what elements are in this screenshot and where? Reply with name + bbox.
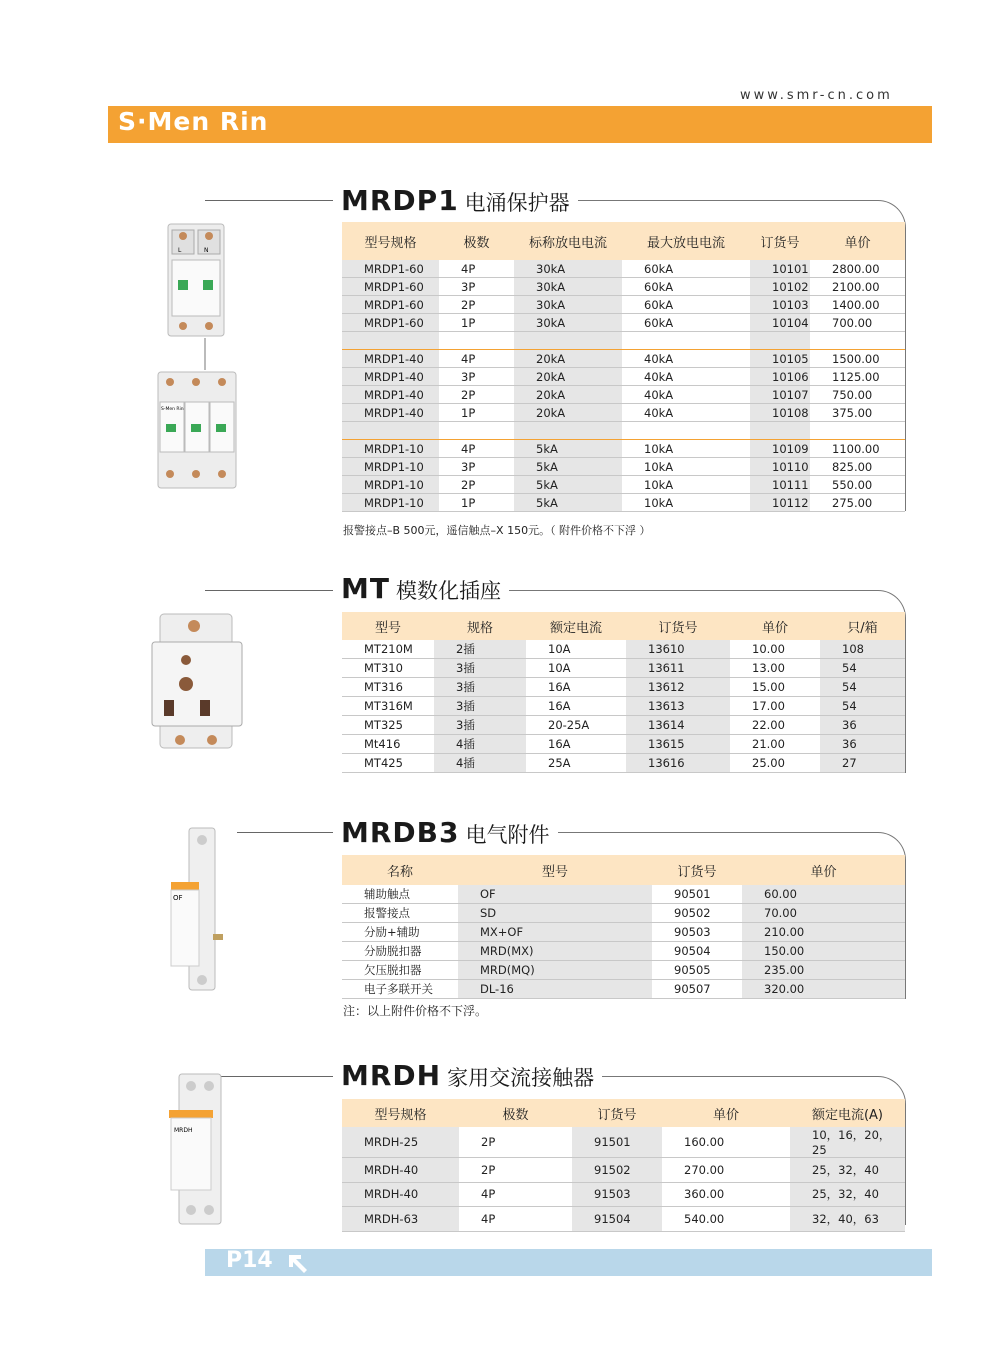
- device-label: OF: [173, 894, 183, 902]
- table-cell: 1500.00: [810, 350, 905, 368]
- table-cell: 10109: [750, 440, 810, 458]
- column-header: 单价: [810, 222, 905, 260]
- mrdb3-title: 电气附件: [465, 823, 550, 847]
- table-cell: 30kA: [514, 260, 622, 278]
- column-header: 极数: [459, 1099, 572, 1127]
- device-brand-label: S-Men Rin: [161, 407, 184, 412]
- column-header: 订货号: [626, 612, 730, 640]
- table-cell: MT210M: [342, 640, 434, 659]
- table-cell: 91503: [572, 1182, 662, 1207]
- table-cell: MRDP1-60: [342, 278, 439, 296]
- table-cell: 30kA: [514, 296, 622, 314]
- table-cell: 10106: [750, 368, 810, 386]
- table-row: [342, 440, 905, 458]
- table-cell: 90502: [652, 904, 742, 923]
- table-cell: MRDP1-10: [342, 494, 439, 512]
- table-cell: 235.00: [742, 961, 905, 980]
- table-cell: MRDH-40: [342, 1182, 459, 1207]
- table-row: [342, 942, 905, 961]
- page-number: [226, 1248, 273, 1273]
- table-row: [342, 659, 905, 678]
- column-header: 最大放电电流: [622, 222, 750, 260]
- table-cell: 25，32，40: [790, 1182, 905, 1207]
- table-cell: 90505: [652, 961, 742, 980]
- mt-table: [342, 612, 905, 773]
- table-cell: 分励脱扣器: [342, 942, 458, 961]
- table-cell: 25A: [526, 754, 626, 773]
- table-cell: 16A: [526, 697, 626, 716]
- column-header: 单价: [662, 1099, 790, 1127]
- table-cell: 10112: [750, 494, 810, 512]
- mrdp1-code: MRDP1: [341, 184, 459, 217]
- table-cell: MRDP1-10: [342, 440, 439, 458]
- table-cell: Mt416: [342, 735, 434, 754]
- mrdp1-section-title: [333, 184, 578, 217]
- table-cell: 90504: [652, 942, 742, 961]
- table-cell: 10kA: [622, 440, 750, 458]
- table-cell: 5kA: [514, 476, 622, 494]
- table-cell: 13610: [626, 640, 730, 659]
- table-row: [342, 904, 905, 923]
- table-cell: 4P: [459, 1207, 572, 1232]
- table-cell: 40kA: [622, 350, 750, 368]
- table-cell: 20kA: [514, 386, 622, 404]
- table-cell: 1P: [439, 404, 514, 422]
- table-cell: MRDP1-10: [342, 458, 439, 476]
- table-cell: 10101: [750, 260, 810, 278]
- table-cell: 20-25A: [526, 716, 626, 735]
- table-cell: 4P: [459, 1182, 572, 1207]
- table-cell: 3P: [439, 458, 514, 476]
- table-cell: 辅助触点: [342, 885, 458, 904]
- table-cell: 320.00: [742, 980, 905, 999]
- table-cell: 13616: [626, 754, 730, 773]
- table-row: [342, 697, 905, 716]
- table-row: [342, 1127, 905, 1158]
- table-cell: 13613: [626, 697, 730, 716]
- table-cell: 40kA: [622, 386, 750, 404]
- page-number-bar: [205, 1249, 932, 1276]
- column-header: 只/箱: [820, 612, 905, 640]
- column-header: 极数: [439, 222, 514, 260]
- table-cell: MT310: [342, 659, 434, 678]
- table-cell: 36: [820, 716, 905, 735]
- table-cell: 2插: [434, 640, 526, 659]
- table-cell: DL-16: [458, 980, 652, 999]
- table-cell: 70.00: [742, 904, 905, 923]
- table-cell: 10A: [526, 659, 626, 678]
- table-cell: 90507: [652, 980, 742, 999]
- table-cell: 20kA: [514, 404, 622, 422]
- column-header: 单价: [730, 612, 820, 640]
- table-cell: 20kA: [514, 350, 622, 368]
- table-row: [342, 980, 905, 999]
- table-cell: MRDP1-60: [342, 314, 439, 332]
- table-cell: 13611: [626, 659, 730, 678]
- table-cell: 3P: [439, 368, 514, 386]
- table-cell: 10111: [750, 476, 810, 494]
- mrdh-code: MRDH: [341, 1059, 442, 1092]
- table-cell: SD: [458, 904, 652, 923]
- table-cell: MRDP1-40: [342, 350, 439, 368]
- column-header: 型号: [342, 612, 434, 640]
- table-cell: 5kA: [514, 494, 622, 512]
- device-terminal-label: L: [178, 247, 182, 254]
- table-cell: 36: [820, 735, 905, 754]
- table-cell: 160.00: [662, 1127, 790, 1158]
- table-cell: 16A: [526, 678, 626, 697]
- column-header: 标称放电电流: [514, 222, 622, 260]
- table-cell: 电子多联开关: [342, 980, 458, 999]
- table-row: [342, 1158, 905, 1183]
- table-cell: 90501: [652, 885, 742, 904]
- mrdb3-table: [342, 855, 905, 999]
- table-cell: 欠压脱扣器: [342, 961, 458, 980]
- table-cell: MRD(MX): [458, 942, 652, 961]
- column-header: 额定电流(A): [790, 1099, 905, 1127]
- mrdb3-note: 注：以上附件价格不下浮。: [343, 1004, 488, 1018]
- table-cell: 3插: [434, 659, 526, 678]
- table-cell: MRDP1-60: [342, 260, 439, 278]
- table-cell: 4P: [439, 440, 514, 458]
- table-cell: 1P: [439, 494, 514, 512]
- mrdp1-table: [342, 222, 905, 512]
- column-header: 额定电流: [526, 612, 626, 640]
- column-header: 规格: [434, 612, 526, 640]
- website-url: www.smr-cn.com: [740, 88, 893, 103]
- table-row: [342, 404, 905, 422]
- mrdp1-product-image: [150, 220, 250, 495]
- table-spacer-row: [342, 422, 905, 440]
- table-cell: 91504: [572, 1207, 662, 1232]
- table-cell: 10A: [526, 640, 626, 659]
- table-cell: MRDP1-40: [342, 404, 439, 422]
- table-cell: 27: [820, 754, 905, 773]
- column-header: 订货号: [572, 1099, 662, 1127]
- table-cell: 4P: [439, 260, 514, 278]
- column-header: 型号规格: [342, 222, 439, 260]
- page-number-text: P14: [226, 1248, 273, 1273]
- table-cell: MRDP1-10: [342, 476, 439, 494]
- table-cell: 60kA: [622, 278, 750, 296]
- table-cell: 13614: [626, 716, 730, 735]
- column-header: 名称: [342, 855, 458, 885]
- table-cell: MT316: [342, 678, 434, 697]
- table-row: [342, 961, 905, 980]
- table-cell: 750.00: [810, 386, 905, 404]
- table-row: [342, 885, 905, 904]
- table-cell: 10kA: [622, 476, 750, 494]
- table-cell: 10102: [750, 278, 810, 296]
- mrdp1-device-3p: [158, 372, 236, 488]
- table-cell: 60kA: [622, 296, 750, 314]
- device-terminal-label: N: [204, 247, 209, 254]
- table-cell: 30kA: [514, 278, 622, 296]
- table-row: [342, 1207, 905, 1232]
- mrdb3-product-image: [165, 826, 235, 996]
- column-header: 订货号: [750, 222, 810, 260]
- table-cell: OF: [458, 885, 652, 904]
- table-row: [342, 314, 905, 332]
- table-cell: 10，16，20，25: [790, 1127, 905, 1158]
- table-row: [342, 754, 905, 773]
- mt-title: 模数化插座: [395, 579, 501, 603]
- table-cell: MRDP1-60: [342, 296, 439, 314]
- table-cell: 3P: [439, 278, 514, 296]
- mrdb3-code: MRDB3: [341, 816, 460, 849]
- table-cell: 91501: [572, 1127, 662, 1158]
- table-cell: 700.00: [810, 314, 905, 332]
- table-cell: 2P: [439, 296, 514, 314]
- table-cell: 360.00: [662, 1182, 790, 1207]
- table-cell: MRDP1-40: [342, 386, 439, 404]
- mrdh-section-title: [333, 1059, 602, 1092]
- table-cell: 10kA: [622, 458, 750, 476]
- table-cell: 90503: [652, 923, 742, 942]
- table-cell: 2P: [459, 1158, 572, 1183]
- table-cell: 275.00: [810, 494, 905, 512]
- table-row: [342, 278, 905, 296]
- table-cell: 5kA: [514, 458, 622, 476]
- table-cell: 5kA: [514, 440, 622, 458]
- table-cell: MRDH-63: [342, 1207, 459, 1232]
- table-cell: 10kA: [622, 494, 750, 512]
- table-row: [342, 386, 905, 404]
- mt-product-image: [150, 612, 245, 752]
- table-cell: 60.00: [742, 885, 905, 904]
- table-cell: 108: [820, 640, 905, 659]
- table-cell: 13.00: [730, 659, 820, 678]
- table-row: [342, 458, 905, 476]
- table-cell: 10110: [750, 458, 810, 476]
- table-row: [342, 494, 905, 512]
- column-header: 单价: [742, 855, 905, 885]
- device-label: MRDH: [174, 1127, 193, 1134]
- table-cell: 60kA: [622, 260, 750, 278]
- column-header: 型号: [458, 855, 652, 885]
- table-cell: 2P: [459, 1127, 572, 1158]
- table-cell: 10107: [750, 386, 810, 404]
- mrdp1-title: 电涌保护器: [464, 191, 570, 215]
- table-cell: 3插: [434, 678, 526, 697]
- table-cell: MX+OF: [458, 923, 652, 942]
- mrdh-table: [342, 1099, 905, 1232]
- mt-code: MT: [341, 572, 390, 605]
- table-cell: MRDP1-40: [342, 368, 439, 386]
- table-cell: 22.00: [730, 716, 820, 735]
- table-cell: MT316M: [342, 697, 434, 716]
- table-cell: 54: [820, 659, 905, 678]
- table-cell: 30kA: [514, 314, 622, 332]
- table-row: [342, 923, 905, 942]
- table-cell: 550.00: [810, 476, 905, 494]
- table-cell: 2P: [439, 476, 514, 494]
- table-cell: 60kA: [622, 314, 750, 332]
- table-spacer-row: [342, 332, 905, 350]
- table-cell: 54: [820, 678, 905, 697]
- table-cell: MT325: [342, 716, 434, 735]
- table-row: [342, 678, 905, 697]
- table-cell: 4插: [434, 754, 526, 773]
- table-cell: 13615: [626, 735, 730, 754]
- table-cell: 40kA: [622, 404, 750, 422]
- table-cell: 2P: [439, 386, 514, 404]
- table-cell: 13612: [626, 678, 730, 697]
- column-header: 型号规格: [342, 1099, 459, 1127]
- table-cell: 10104: [750, 314, 810, 332]
- table-cell: 3插: [434, 716, 526, 735]
- table-cell: 分励+辅助: [342, 923, 458, 942]
- table-cell: 10105: [750, 350, 810, 368]
- table-row: [342, 716, 905, 735]
- mrdh-product-image: [165, 1070, 235, 1228]
- table-cell: 21.00: [730, 735, 820, 754]
- table-cell: 540.00: [662, 1207, 790, 1232]
- table-cell: 91502: [572, 1158, 662, 1183]
- table-cell: 10.00: [730, 640, 820, 659]
- table-cell: 10108: [750, 404, 810, 422]
- column-header: 订货号: [652, 855, 742, 885]
- table-cell: 25.00: [730, 754, 820, 773]
- table-cell: 4插: [434, 735, 526, 754]
- table-cell: 270.00: [662, 1158, 790, 1183]
- mt-section-title: [333, 572, 509, 605]
- table-row: [342, 350, 905, 368]
- table-cell: 40kA: [622, 368, 750, 386]
- table-cell: 2800.00: [810, 260, 905, 278]
- table-cell: 210.00: [742, 923, 905, 942]
- mrdh-title: 家用交流接触器: [447, 1066, 595, 1090]
- table-cell: 54: [820, 697, 905, 716]
- table-cell: MT425: [342, 754, 434, 773]
- table-row: [342, 260, 905, 278]
- table-cell: 25，32，40: [790, 1158, 905, 1183]
- arrow-icon: [287, 1253, 309, 1273]
- table-cell: 15.00: [730, 678, 820, 697]
- mrdb3-section-title: [333, 816, 558, 849]
- table-cell: 1P: [439, 314, 514, 332]
- table-row: [342, 296, 905, 314]
- table-row: [342, 476, 905, 494]
- table-cell: 1400.00: [810, 296, 905, 314]
- mrdp1-device-2p: [168, 224, 224, 336]
- table-cell: 20kA: [514, 368, 622, 386]
- table-row: [342, 1182, 905, 1207]
- table-cell: 16A: [526, 735, 626, 754]
- table-cell: 4P: [439, 350, 514, 368]
- table-cell: 2100.00: [810, 278, 905, 296]
- table-cell: MRDH-25: [342, 1127, 459, 1158]
- table-cell: 17.00: [730, 697, 820, 716]
- table-cell: 150.00: [742, 942, 905, 961]
- table-cell: 32，40，63: [790, 1207, 905, 1232]
- table-cell: 10103: [750, 296, 810, 314]
- table-cell: MRD(MQ): [458, 961, 652, 980]
- table-cell: 825.00: [810, 458, 905, 476]
- mrdp1-note: 报警接点–B 500元，遥信触点–X 150元。（ 附件价格不下浮 ）: [343, 524, 651, 537]
- brand-logo: S·Men Rin: [118, 107, 269, 136]
- table-row: [342, 640, 905, 659]
- table-cell: MRDH-40: [342, 1158, 459, 1183]
- table-row: [342, 735, 905, 754]
- table-cell: 1100.00: [810, 440, 905, 458]
- table-cell: 3插: [434, 697, 526, 716]
- table-row: [342, 368, 905, 386]
- table-cell: 1125.00: [810, 368, 905, 386]
- table-cell: 375.00: [810, 404, 905, 422]
- table-cell: 报警接点: [342, 904, 458, 923]
